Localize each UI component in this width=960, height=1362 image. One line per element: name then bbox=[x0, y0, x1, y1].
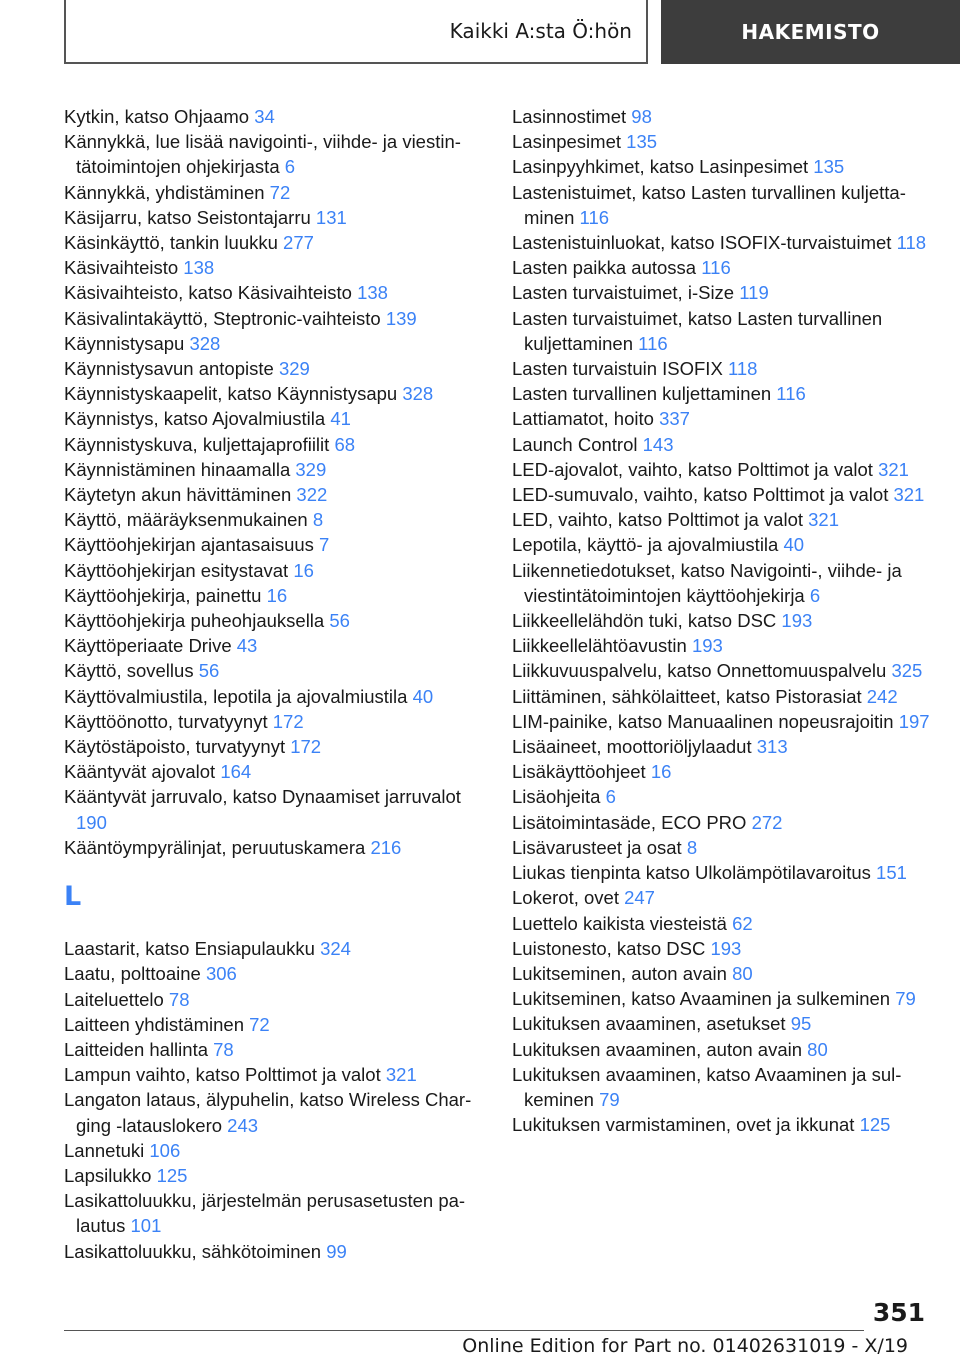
entry-term: Lukituksen varmistaminen, ovet ja ikkunat bbox=[512, 1114, 855, 1136]
index-entry bbox=[64, 608, 496, 633]
index-entry bbox=[512, 381, 944, 406]
page-link[interactable]: 193 bbox=[781, 610, 813, 632]
entry-term: LED-ajovalot, vaihto, katso Polttimot ja valot bbox=[512, 458, 873, 480]
entry-term: Laiteluettelo bbox=[64, 988, 164, 1010]
entry-term: Laastarit, katso Ensiapulaukku bbox=[64, 938, 315, 960]
entry-term: Lukitseminen, katso Avaaminen ja sulkeminen bbox=[512, 988, 891, 1010]
index-entry bbox=[64, 835, 496, 860]
entry-term: Lastenistuinluokat, katso ISOFIX-turvaistuimet bbox=[512, 232, 892, 254]
page-link[interactable]: 125 bbox=[156, 1164, 188, 1186]
page-link[interactable]: 242 bbox=[866, 685, 898, 707]
index-entry bbox=[64, 658, 496, 683]
entry-term: Kääntyvät ajovalot bbox=[64, 761, 216, 783]
index-entry bbox=[512, 709, 944, 734]
entry-term: Lukituksen avaaminen, auton avain bbox=[512, 1038, 803, 1060]
index-entry bbox=[512, 104, 944, 129]
index-entry bbox=[64, 633, 496, 658]
index-entry bbox=[512, 986, 944, 1011]
page-link[interactable]: 68 bbox=[334, 433, 356, 455]
entry-term: Lasinnostimet bbox=[512, 106, 627, 127]
entry-term: Lokerot, ovet bbox=[512, 887, 619, 909]
page-number: 351 bbox=[872, 1298, 925, 1327]
index-entry bbox=[64, 406, 496, 431]
page-link[interactable]: 95 bbox=[790, 1013, 812, 1035]
page-link[interactable]: 16 bbox=[266, 584, 288, 606]
page-link[interactable]: 139 bbox=[385, 307, 417, 329]
entry-term: Lasinpyyhkimet, katso Lasinpesimet bbox=[512, 156, 809, 178]
page-link[interactable]: 321 bbox=[893, 484, 925, 506]
index-entry bbox=[64, 532, 496, 557]
page-link[interactable]: 138 bbox=[357, 282, 388, 304]
index-entry bbox=[64, 255, 496, 280]
page-link[interactable]: 247 bbox=[624, 887, 655, 909]
entry-term: Liikkuvuuspalvelu, katso Onnettomuuspalvelu bbox=[512, 660, 887, 682]
page-link[interactable]: 80 bbox=[807, 1038, 828, 1060]
entry-term: Laatu, polttoaine bbox=[64, 963, 201, 985]
entry-term: Käyttö, sovellus bbox=[64, 660, 194, 682]
page-link[interactable]: 72 bbox=[269, 181, 291, 203]
page-link[interactable]: 272 bbox=[751, 811, 783, 833]
index-entry bbox=[512, 1011, 944, 1036]
page-link[interactable]: 99 bbox=[326, 1240, 347, 1262]
index-entry bbox=[64, 1163, 496, 1188]
page-link[interactable]: 6 bbox=[809, 584, 821, 606]
index-group-l-continued bbox=[512, 104, 944, 1137]
entry-term: Käynnistäminen hinaamalla bbox=[64, 458, 291, 480]
index-entry bbox=[512, 961, 944, 986]
index-entry bbox=[64, 331, 496, 356]
page-link[interactable]: 41 bbox=[330, 408, 351, 430]
entry-term: Lukituksen avaaminen, katso Avaaminen ja sulkeminen bbox=[512, 1063, 902, 1110]
index-entry bbox=[512, 810, 944, 835]
page-link[interactable]: 56 bbox=[329, 610, 350, 632]
index-entry bbox=[64, 987, 496, 1012]
entry-term: Käynnistysavun antopiste bbox=[64, 358, 274, 380]
index-entry bbox=[512, 1112, 944, 1137]
page-link[interactable]: 324 bbox=[320, 938, 351, 960]
page-link[interactable]: 119 bbox=[739, 282, 769, 304]
index-entry bbox=[64, 784, 496, 834]
entry-term: Kääntyvät jarruvalo, katso Dynaamiset jarruvalot bbox=[64, 786, 461, 808]
page-link[interactable]: 62 bbox=[732, 912, 753, 934]
page-link[interactable]: 328 bbox=[189, 332, 221, 354]
entry-term: Käsivaihteisto bbox=[64, 257, 179, 279]
index-entry bbox=[512, 255, 944, 280]
index-entry bbox=[512, 154, 944, 179]
entry-term: Luettelo kaikista viesteistä bbox=[512, 912, 727, 934]
entry-term: Lampun vaihto, katso Polttimot ja valot bbox=[64, 1064, 381, 1086]
page-link[interactable]: 322 bbox=[296, 484, 328, 506]
entry-term: Kännykkä, yhdistäminen bbox=[64, 181, 265, 203]
index-column-left bbox=[64, 104, 496, 1264]
page-link[interactable]: 197 bbox=[898, 710, 930, 732]
index-entry bbox=[512, 406, 944, 431]
index-entry bbox=[64, 558, 496, 583]
page-link[interactable]: 78 bbox=[168, 988, 190, 1010]
index-group-k bbox=[64, 104, 496, 860]
page-link[interactable]: 16 bbox=[650, 761, 672, 783]
entry-term: Launch Control bbox=[512, 433, 638, 455]
page-link[interactable]: 106 bbox=[149, 1139, 181, 1161]
index-entry bbox=[512, 911, 944, 936]
index-group-l bbox=[64, 936, 496, 1264]
index-entry bbox=[512, 558, 944, 608]
page-link[interactable]: 135 bbox=[813, 156, 845, 178]
index-entry bbox=[512, 860, 944, 885]
page-link[interactable]: 8 bbox=[686, 836, 698, 858]
page-link[interactable]: 40 bbox=[783, 534, 805, 556]
page-link[interactable]: 78 bbox=[213, 1038, 234, 1060]
entry-term: Lasten paikka autossa bbox=[512, 257, 697, 279]
entry-term: Käsivalintakäyttö, Steptronic-vaihteisto bbox=[64, 307, 381, 329]
page-link[interactable]: 34 bbox=[254, 106, 275, 127]
entry-term: Käyttövalmiustila, lepotila ja ajovalmiustila bbox=[64, 685, 408, 707]
entry-term: Liikennetiedotukset, katso Navigointi-, viihde- ja viestintätoimintojen käyttöohjekirja bbox=[512, 559, 902, 606]
page-link[interactable]: 98 bbox=[631, 106, 652, 127]
page-link[interactable]: 325 bbox=[891, 660, 923, 682]
entry-term: Langaton lataus, älypuhelin, katso Wireless Charging -latauslokero bbox=[64, 1089, 472, 1136]
index-entry bbox=[512, 633, 944, 658]
index-entry bbox=[512, 432, 944, 457]
header-section-box bbox=[64, 0, 648, 64]
entry-term: Kytkin, katso Ohjaamo bbox=[64, 106, 250, 127]
entry-term: Käyttöohjekirjan ajantasaisuus bbox=[64, 534, 314, 556]
index-entry bbox=[64, 356, 496, 381]
entry-term: Kääntöympyrälinjat, peruutuskamera bbox=[64, 836, 366, 858]
index-entry bbox=[512, 457, 944, 482]
page-link[interactable]: 321 bbox=[878, 458, 909, 480]
entry-term: Lasten turvaistuin ISOFIX bbox=[512, 358, 723, 380]
index-entry bbox=[512, 936, 944, 961]
entry-term: Lasikattoluukku, sähkötoiminen bbox=[64, 1240, 322, 1262]
index-entry bbox=[512, 482, 944, 507]
page-link[interactable]: 172 bbox=[290, 736, 322, 758]
entry-term: Käsijarru, katso Seistontajarru bbox=[64, 206, 311, 228]
entry-term: LED-sumuvalo, vaihto, katso Polttimot ja valot bbox=[512, 484, 889, 506]
entry-term: Lastenistuimet, katso Lasten turvallinen kuljettaminen bbox=[512, 181, 906, 228]
entry-term: Lukituksen avaaminen, asetukset bbox=[512, 1013, 786, 1035]
index-entry bbox=[64, 129, 496, 179]
page-link[interactable]: 243 bbox=[227, 1114, 259, 1136]
page-link[interactable]: 118 bbox=[896, 232, 927, 254]
index-entry bbox=[512, 835, 944, 860]
page-link[interactable]: 43 bbox=[236, 635, 258, 657]
section-title: Kaikki A:sta Ö:hön bbox=[449, 19, 632, 43]
page-link[interactable]: 306 bbox=[205, 963, 237, 985]
index-entry bbox=[64, 104, 496, 129]
index-entry bbox=[64, 432, 496, 457]
entry-term: Käynnistys, katso Ajovalmiustila bbox=[64, 408, 326, 430]
entry-term: LED, vaihto, katso Polttimot ja valot bbox=[512, 509, 803, 531]
entry-term: Lasinpesimet bbox=[512, 131, 622, 153]
entry-term: Käsinkäyttö, tankin luukku bbox=[64, 232, 278, 254]
page-link[interactable]: 101 bbox=[130, 1215, 162, 1237]
index-entry bbox=[64, 507, 496, 532]
page-link[interactable]: 116 bbox=[638, 332, 668, 354]
entry-term: Käytetyn akun hävittäminen bbox=[64, 484, 292, 506]
index-entry bbox=[64, 205, 496, 230]
index-entry bbox=[512, 129, 944, 154]
letter-heading: L bbox=[64, 881, 82, 913]
entry-term: Kännykkä, lue lisää navigointi-, viihde- ja viestintätoimintojen ohjekirjasta bbox=[64, 131, 461, 178]
entry-term: Käyttöohjekirja puheohjauksella bbox=[64, 610, 325, 632]
page-link[interactable]: 116 bbox=[701, 257, 731, 279]
index-entry bbox=[512, 280, 944, 305]
index-entry bbox=[64, 1138, 496, 1163]
page-link[interactable]: 143 bbox=[642, 433, 674, 455]
entry-term: Liikkeellelähtöavustin bbox=[512, 635, 687, 657]
entry-term: Lasten turvaistuimet, i-Size bbox=[512, 282, 735, 304]
entry-term: Lasten turvaistuimet, katso Lasten turvallinen kuljettaminen bbox=[512, 307, 883, 354]
index-entry bbox=[64, 1188, 496, 1238]
page-link[interactable]: 337 bbox=[659, 408, 690, 430]
entry-term: Lisäaineet, moottoriöljylaadut bbox=[512, 736, 752, 758]
index-column-right bbox=[512, 104, 944, 1137]
index-entry bbox=[512, 684, 944, 709]
index-entry bbox=[64, 457, 496, 482]
entry-term: Lisätoimintasäde, ECO PRO bbox=[512, 811, 747, 833]
entry-term: Lisäkäyttöohjeet bbox=[512, 761, 646, 783]
footer-divider bbox=[64, 1330, 864, 1331]
entry-term: Käynnistyskuva, kuljettajaprofiilit bbox=[64, 433, 330, 455]
entry-term: Liukas tienpinta katso Ulkolämpötilavaroitus bbox=[512, 862, 871, 884]
index-entry bbox=[512, 784, 944, 809]
entry-term: Käytöstäpoisto, turvatyynyt bbox=[64, 736, 286, 758]
page-link[interactable]: 16 bbox=[293, 559, 314, 581]
index-entry bbox=[64, 1239, 496, 1264]
index-entry bbox=[64, 1062, 496, 1087]
index-entry bbox=[512, 759, 944, 784]
index-entry bbox=[512, 230, 944, 255]
entry-term: Käyttöohjekirjan esitystavat bbox=[64, 559, 289, 581]
page-link[interactable]: 8 bbox=[312, 509, 324, 531]
index-entry bbox=[64, 684, 496, 709]
entry-term: Käyttöohjekirja, painettu bbox=[64, 584, 262, 606]
index-tab[interactable]: HAKEMISTO bbox=[661, 0, 960, 64]
page-link[interactable]: 6 bbox=[284, 156, 296, 178]
entry-term: Lasten turvallinen kuljettaminen bbox=[512, 383, 772, 405]
entry-term: Lisävarusteet ja osat bbox=[512, 836, 682, 858]
entry-term: Käyttö, määräyksenmukainen bbox=[64, 509, 308, 531]
entry-term: Käyttöperiaate Drive bbox=[64, 635, 232, 657]
page-link[interactable]: 131 bbox=[315, 206, 347, 228]
page-link[interactable]: 79 bbox=[599, 1088, 620, 1110]
page-link[interactable]: 80 bbox=[732, 962, 753, 984]
entry-term: Liikkeellelähdön tuki, katso DSC bbox=[512, 610, 777, 632]
page-link[interactable]: 125 bbox=[859, 1114, 891, 1136]
page-link[interactable]: 135 bbox=[626, 131, 658, 153]
page-link[interactable]: 79 bbox=[895, 988, 916, 1010]
entry-term: Lasikattoluukku, järjestelmän perusasetusten palautus bbox=[64, 1190, 466, 1237]
index-entry bbox=[64, 734, 496, 759]
index-entry bbox=[512, 180, 944, 230]
page-link[interactable]: 321 bbox=[808, 509, 840, 531]
entry-term: Käsivaihteisto, katso Käsivaihteisto bbox=[64, 282, 352, 304]
index-entry bbox=[64, 1037, 496, 1062]
index-entry bbox=[64, 482, 496, 507]
entry-term: Lattiamatot, hoito bbox=[512, 408, 654, 430]
entry-term: LIM-painike, katso Manuaalinen nopeusrajoitin bbox=[512, 710, 894, 732]
index-entry bbox=[64, 936, 496, 961]
page-link[interactable]: 313 bbox=[756, 736, 788, 758]
index-entry bbox=[512, 306, 944, 356]
index-entry bbox=[64, 306, 496, 331]
page-link[interactable]: 116 bbox=[776, 383, 806, 405]
index-entry bbox=[512, 1037, 944, 1062]
page-link[interactable]: 190 bbox=[76, 811, 107, 833]
page-link[interactable]: 138 bbox=[183, 257, 215, 279]
entry-term: Luistonesto, katso DSC bbox=[512, 937, 706, 959]
page-link[interactable]: 56 bbox=[198, 660, 220, 682]
index-entry bbox=[512, 532, 944, 557]
page-link[interactable]: 6 bbox=[605, 786, 616, 808]
entry-term: Käynnistysapu bbox=[64, 332, 185, 354]
index-entry bbox=[64, 1087, 496, 1137]
index-entry bbox=[64, 709, 496, 734]
page-link[interactable]: 72 bbox=[249, 1013, 270, 1035]
page-link[interactable]: 151 bbox=[876, 862, 907, 884]
entry-term: Liittäminen, sähkölaitteet, katso Pistorasiat bbox=[512, 685, 862, 707]
page-link[interactable]: 329 bbox=[295, 458, 327, 480]
index-entry bbox=[512, 1062, 944, 1112]
entry-term: Käynnistyskaapelit, katso Käynnistysapu bbox=[64, 383, 398, 405]
index-entry bbox=[512, 356, 944, 381]
index-entry bbox=[512, 885, 944, 910]
page-link[interactable]: 329 bbox=[278, 358, 310, 380]
index-entry bbox=[512, 608, 944, 633]
entry-term: Lepotila, käyttö- ja ajovalmiustila bbox=[512, 534, 779, 556]
page-link[interactable]: 118 bbox=[727, 358, 758, 380]
entry-term: Lapsilukko bbox=[64, 1164, 152, 1186]
index-entry bbox=[64, 961, 496, 986]
index-entry bbox=[64, 1012, 496, 1037]
index-entry bbox=[512, 507, 944, 532]
index-entry bbox=[64, 230, 496, 255]
page-link[interactable]: 193 bbox=[710, 937, 742, 959]
page-link[interactable]: 40 bbox=[412, 685, 434, 707]
entry-term: Lukitseminen, auton avain bbox=[512, 962, 727, 984]
entry-term: Laitteen yhdistäminen bbox=[64, 1013, 244, 1035]
page-link[interactable]: 193 bbox=[691, 635, 723, 657]
page-link[interactable]: 277 bbox=[283, 232, 314, 254]
entry-term: Käyttöönotto, turvatyynyt bbox=[64, 710, 268, 732]
page-link[interactable]: 216 bbox=[370, 836, 402, 858]
footer-edition: Online Edition for Part no. 01402631019 - X/19 bbox=[462, 1335, 908, 1357]
page-link[interactable]: 116 bbox=[579, 206, 610, 228]
page-link[interactable]: 321 bbox=[385, 1064, 417, 1086]
index-entry bbox=[64, 280, 496, 305]
index-entry bbox=[64, 759, 496, 784]
entry-term: Lannetuki bbox=[64, 1139, 145, 1161]
index-entry bbox=[64, 381, 496, 406]
index-entry bbox=[64, 583, 496, 608]
index-entry bbox=[512, 734, 944, 759]
page-link[interactable]: 328 bbox=[402, 383, 434, 405]
entry-term: Lisäohjeita bbox=[512, 786, 601, 808]
page-link[interactable]: 164 bbox=[220, 761, 252, 783]
page-link[interactable]: 172 bbox=[272, 710, 304, 732]
index-entry bbox=[64, 180, 496, 205]
entry-term: Laitteiden hallinta bbox=[64, 1038, 208, 1060]
index-entry bbox=[512, 658, 944, 683]
page-link[interactable]: 7 bbox=[319, 534, 330, 556]
